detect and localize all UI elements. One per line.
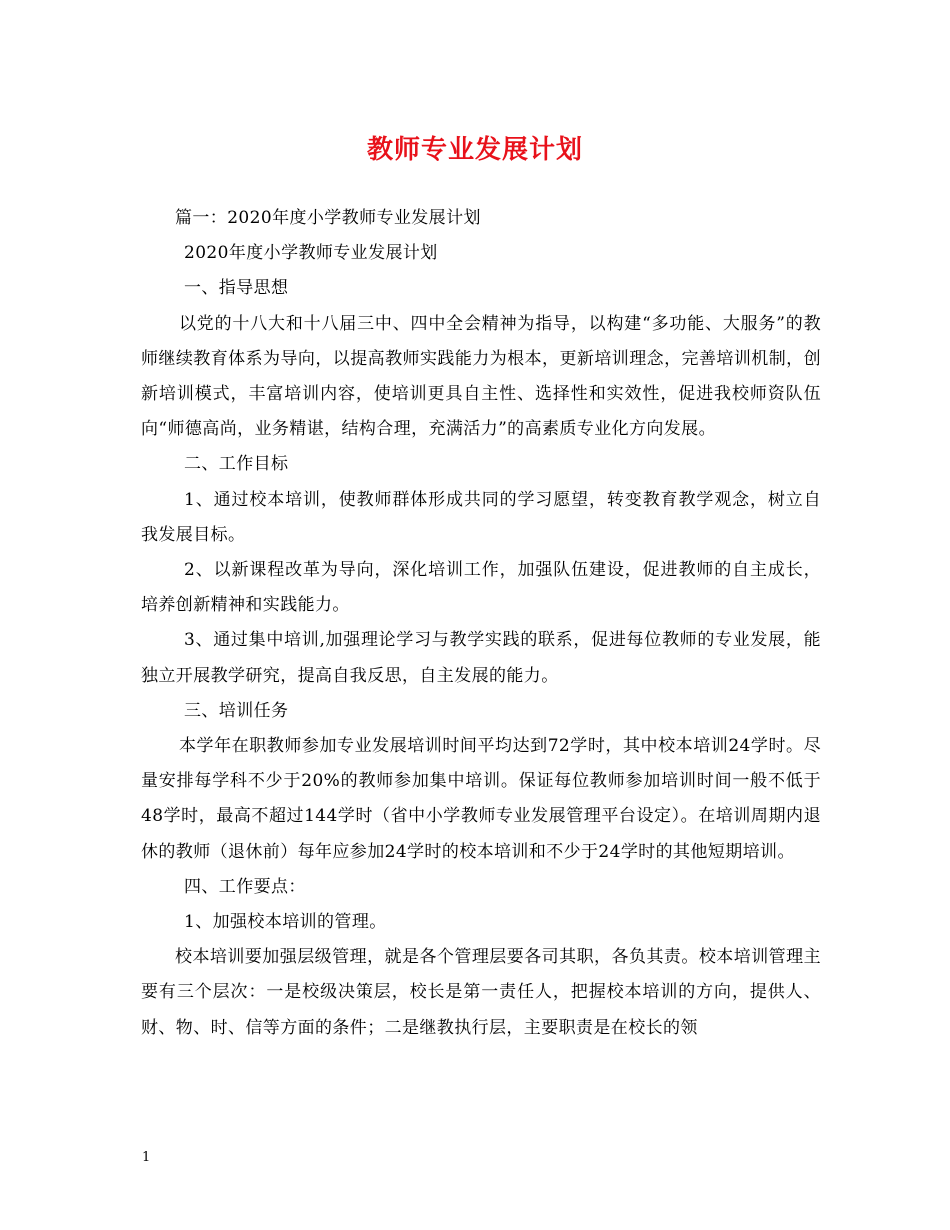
page-number: 1: [142, 1150, 151, 1165]
section-heading-work-points: 四、工作要点：: [184, 876, 306, 897]
section-heading-part-one: 篇一：2020年度小学教师专业发展计划: [175, 208, 481, 228]
paragraph-guiding-ideology: 以党的十八大和十八届三中、四中全会精神为指导，以构建“多功能、大服务”的教师继续教育体系为导向，以提高教师实践能力为根本，更新培训理念，完善培训机制，创新培训模式，丰富培训内容，使培训更具自主性、选择性和实效性，促进我校师资队伍向“师德高尚，业务精谌，结构合理，充满活力”的高素质专业化方向发展。: [141, 313, 821, 440]
section-heading-guiding-ideology: 一、指导思想: [184, 278, 289, 299]
paragraph-goal-3: 3、通过集中培训,加强理论学习与教学实践的联系，促进每位教师的专业发展，能独立开展教学研究，提高自我反思，自主发展的能力。: [141, 630, 821, 686]
paragraph-school-training-management: 校本培训要加强层级管理，就是各个管理层要各司其职，各负其责。校本培训管理主要有三个层次：一是校级决策层，校长是第一责任人，把握校本培训的方向，提供人、财、物、时、信等方面的条件；二是继教执行层，主要职责是在校长的领: [141, 947, 821, 1038]
paragraph-goal-2: 2、以新课程改革为导向，深化培训工作，加强队伍建设，促进教师的自主成长，培养创新精神和实践能力。: [141, 560, 821, 616]
section-heading-training-tasks: 三、培训任务: [184, 700, 289, 721]
section-heading-work-goals: 二、工作目标: [184, 454, 289, 475]
paragraph-goal-1: 1、通过校本培训，使教师群体形成共同的学习愿望，转变教育教学观念，树立自我发展目标。: [141, 489, 821, 545]
subheading-school-training-management: 1、加强校本培训的管理。: [184, 912, 387, 933]
document-title: 教师专业发展计划: [366, 135, 583, 165]
plan-subtitle: 2020年度小学教师专业发展计划: [184, 243, 438, 264]
paragraph-training-tasks: 本学年在职教师参加专业发展培训时间平均达到72学时，其中校本培训24学时。尽量安排每学科不少于20%的教师参加集中培训。保证每位教师参加培训时间一般不低于48学时，最高不超过144学时（省中小学教师专业发展管理平台设定）。在培训周期内退休的教师（退休前）每年应参加24学时的校本培训和不少于24学时的其他短期培训。: [141, 736, 821, 862]
document-body: [141, 201, 821, 1046]
